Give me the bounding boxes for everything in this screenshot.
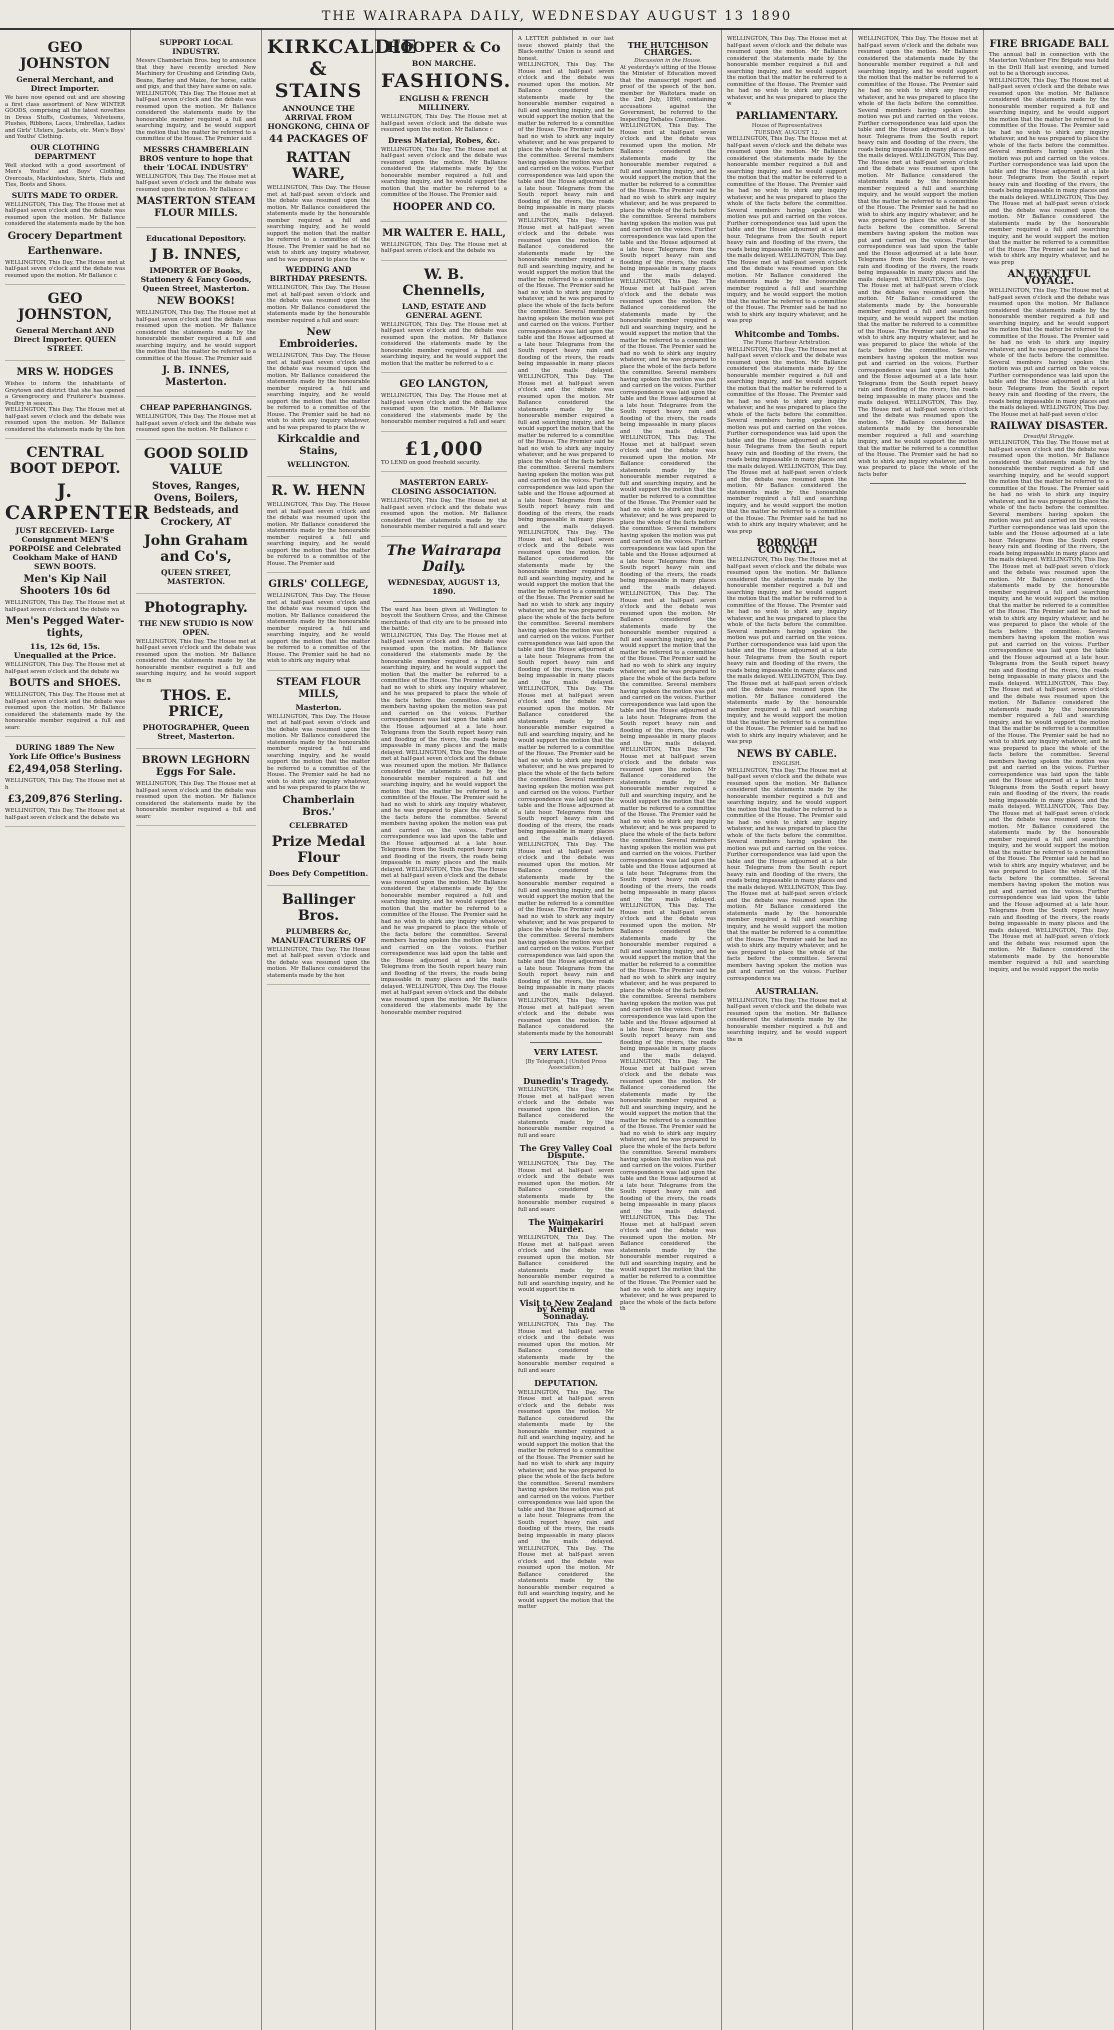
- divider: [393, 601, 495, 602]
- ad-text: WELLINGTON, This Day. The House met at half-past seven o'clock and the debate wa: [381, 241, 507, 254]
- ad-name: HOOPER AND CO.: [392, 201, 496, 213]
- ad-text: WELLINGTON, This Day. The House met at h: [5, 778, 125, 791]
- ad-name: Kirkcaldie and Stains,: [277, 434, 360, 457]
- boot-depot-ad: [5, 445, 151, 737]
- ad-text: WELLINGTON, This Day. The House met at half-past seven o'clock and the debate was resumed upon the motion. Mr Ballance considered the statements made by the honourable member required a full and searching inquiry, and he would support the motion that the matter be referred to a committee of the House. The Premier said he had no wish to shirk any inquiry what: [267, 593, 370, 664]
- hall-ad: [381, 228, 507, 261]
- article-text: WELLINGTON, This Day. The House met at half-past seven o'clock and the debate was resumed upon the motion. Mr Ballance considered the statements made by the honourable member required a full and searching inquiry, and he would support the motion that the matter be referred to a committee of the House. The Premier said he had no wish to shirk any inquiry whatever, and he was prepared to place the whole of the facts before the committee. Several members having spoken the motion was put and carried on the voices. Further correspondence was laid upon the table and the House adjourned at a late hour. Telegrams from the South report heavy rain and flooding of the rivers, the roads being impassable in many places and the mails delayed. WELLINGTON, This Day. The House met at half-past seven o'clock and the debate was resumed upon the motion. Mr Ballance considered the statements made by the honourable member required a full and searching inquiry, and he would support the motion that the matter be referred to a committee of the House. The Premier said he had no wish to shirk any inquiry whatever, and he was prep: [727, 136, 847, 325]
- innes-ad: [136, 234, 256, 397]
- ad-heading: J. B. INNES, Masterton.: [162, 365, 230, 388]
- ad-title: R. W. HENN: [271, 483, 366, 499]
- ad-subtitle: BON MARCHE.: [411, 59, 477, 68]
- news-column-left: [518, 36, 614, 1611]
- john-graham-ad: [136, 446, 256, 594]
- article-text: WELLINGTON, This Day. The House met at half-past seven o'clock and the debate was resumed upon the motion. Mr Ballance considered the statements made by the honourable member required a full and searching inquiry, and he would support the motion that the matter be referred to a committee of the House. The Premier said he had no wish to shirk any inquiry whatever, and he was prepared to place the whole of the facts before the committee. Several members having spoken the motion was put and carried on the voices. Further correspondence was laid upon the table and the House adjourned at a late hour. Telegrams from the South report heavy rain and flooding of the rivers, the roads being impassable in many places and the mails delayed. WELLINGTON, This Day. The House met at half-past seven o'clock and the debate was resumed upon the motion. Mr Ballance considered the statements made by the honourable member required a full and searching inquiry, and he would support the motion that the matter be referred to a committee of the House. The Premier said he had no wish to shirk any inquiry whatever, and he was prepared to place the whole of the facts before the committee. Several members having spoken the motion was put and carried on the voices. Further correspondence was laid upon the table and the House adjourned at a late hour. Telegrams from the South report heavy rain and flooding of the rivers, the roads being impassable in many places and the mails delayed. WELLINGTON, This Day. The House met at half-past seven o'clock and the debate was resumed upon the motion. Mr Ballance considered the statements made by the honourable member required a full and searching inquiry, and he would support the motion that the matter be referred to a committee of the House. The Premier said he had no wish to shirk any inquiry whatever, and he was prepared to place the whole of the facts before the committee. Several members having spoken the motion was put and carried on the voices. Further correspondence was laid upon the table and the House adjourned at a late hour. Telegrams from the South report heavy rain and flooding of the rivers, the roads being impassable in many places and the mails delayed. WELLINGTON, This Day. The House met at half-past seven o'clock and the debate was resumed upon the motion. Mr Ballance considered the statements made by the honourable member required a full and searching inquiry, and he would support the motion that the matter be referred to a committee of the House. The Premier said he had no wish to shirk any inquiry whatever, and he was prepared to place the whole of the facts before the committee. Several members having spoken the motion was put and carried on the voices. Further correspondence was laid upon the table and the House adjourned at a late hour. Telegrams from the South report heavy rain and flooding of the rivers, the roads being impassable in many places and the mails delayed. WELLINGTON, This Day. The House met at half-past seven o'clock and the debate was resumed upon the motion. Mr Ballance considered the statements made by the honourable member required a full and searching inquiry, and he would support the motion that the matter be referred to a committee of the House. The Premier said he had no wish to shirk any inquiry whatever, and he was prepared to place the whole of the facts before the committee. Several members having spoken the motion was put and carried on the voices. Further correspondence was laid upon the table and the House adjourned at a late hour. Telegrams from the South report heavy rain and flooding of the rivers, the roads being impassable in many places and the mails delayed. WELLINGTON, This Day. The House met at half-past seven o'clock and the debate was resumed upon the motion. Mr Ballance considered the statements made by the honourable member required a full and searching inquiry, and he would support the motion that the matter be referred to a committee of the House. The Premier said he had no wish to shirk any inquiry whatever, and he was prepared to place the whole of the facts before the committee. Several members having spoken the motion was put and carried on the voices. Further correspondence was laid upon the table and the House adjourned at a late hour. Telegrams from the South report heavy rain and flooding of the rivers, the roads being impassable in many places and the mails delayed. WELLINGTON, This Day. The House met at half-past seven o'clock and the debate was resumed upon the motion. Mr Ballance considered the statements made by the honourabl: [518, 62, 614, 1037]
- article-heading: RAILWAY DISASTER.: [990, 421, 1108, 432]
- divider: [870, 483, 966, 484]
- ad-body: Messrs Chamberlain Bros. beg to announce that they have recently erected New Machinery for Crushing and Grinding Oats, Beans, Barley and Maize, for horse, cattle and pigs, and that they have same on sale.: [136, 58, 256, 90]
- column-4: [376, 30, 513, 2030]
- new-york-life-ad: [5, 743, 125, 827]
- article-heading: The Waimakariri Murder.: [528, 1217, 604, 1234]
- ad-text: WELLINGTON, This Day. The House met at half-past seven o'clock and the debate was resumed upon the motion. Mr Ballance considered the statements made by the honourable member required a full and searching inquiry, and he would support the motion that the matter be referred to a committee of the House. The Premier said he had no wish to shirk any inquiry whatever, and he was prepared to place the w: [267, 353, 370, 431]
- ad-body: Wishes to inform the inhabitants of Greytown and district that she has opened a Greengrocery and Fruiterer's business. Poultry in season.: [5, 381, 125, 407]
- henn-ad: [267, 483, 370, 573]
- ad-text: WELLINGTON, This Day. The House met at half-past seven o'clock and the debate was resumed upon the motion. Mr Ballance considered the statements made by the honourable member required a full and searching inquiry, and he would support the motion that the matter be referred to a committee of the House. The Premier said he had no wish to shirk any inquiry whatever, and he was prepared to place the w: [267, 713, 370, 791]
- article-text: WELLINGTON, This Day. The House met at half-past seven o'clock and the debate was resumed upon the motion. Mr Ballance considered the statements made by the honourable member required a full and searching inquiry, and he would support the motion that the matter be referred to a committee of the House. The Premier said he had no wish to shirk any inquiry whatever, and he was prepared to place the whole of the facts before the committee. Several members having spoken the motion was put and carried on the voices. Further correspondence was laid upon the table and the House adjourned at a late hour. Telegrams from the South report heavy rain and flooding of the rivers, the roads being impassable in many places and the mails delayed. WELLINGTON, This Day. The House met at half-past seven o'clock and the debate was resumed upon the motion. Mr Ballance considered the statements made by the honourable member required a full and searching inquiry, and he would support the motion that the matter be referred to a committee of the House. The Premier said he had no wish to shirk any inquiry whatever, and he was prepared to place the whole of the facts before the committee. Several members having spoken the motion was put and carried on the voices. Further correspondence was laid upon the table and the House adjourned at a late hour. Telegrams from the South report heavy rain and flooding of the rivers, the roads being impassable in many places and the mails delayed. WELLINGTON, This Day. The House met at half-past seven o'clock and the debate was resumed upon the motion. Mr Ballance considered the statements made by the honourable member required a full and searching inquiry, and he would support the motion that the matter be referred to a committee of the House. The Premier said he had no wish to shirk any inquiry whatever, and he was prepared to place the whole of the facts before the committee. Several members having spoken the motion was put and carried on the voices. Further correspondence was laid upon the table and the House adjourned at a late hour. Telegrams from the South report heavy rain and flooding of the rivers, the roads being impassable in many places and the mails delayed. WELLINGTON, This Day. The House met at half-past seven o'clock and the debate was resumed upon the motion. Mr Ballance considered the statements made by the honourable member required a full and searching inquiry, and he would support the motion that the matter be referred to a committee of the House. The Premier said he had no wish to shirk any inquiry whatever, and he was prepared to place the whole of the facts before the committee. Several members having spoken the motion was put and carried on the voices. Further correspondence was laid upon the table and the House adjourned at a late hour. Telegrams from the South report heavy rain and flooding of the rivers, the roads being impassable in many places and the mails delayed. WELLINGTON, This Day. The House met at half-past seven o'clock and the debate was resumed upon the motion. Mr Ballance considered the statements made by the honourable member required a full and searching inquiry, and he would support the motion that the matter be referred to a committee of the House. The Premier said he had no wish to shirk any inquiry whatever, and he was prepared to place the whole of the facts before the committee. Several members having spoken the motion was put and carried on the voices. Further correspondence was laid upon the table and the House adjourned at a late hour. Telegrams from the South report heavy rain and flooding of the rivers, the roads being impassable in many places and the mails delayed. WELLINGTON, This Day. The House met at half-past seven o'clock and the debate was resumed upon the motion. Mr Ballance considered the statements made by the honourable member required a full and searching inquiry, and he would support the motion that the matter be referred to a committee of the House. The Premier said he had no wish to shirk any inquiry whatever, and he was prepared to place the whole of the facts before the committee. Several members having spoken the motion was put and carried on the voices. Further correspondence was laid upon the table and the House adjourned at a late hour. Telegrams from the South report heavy rain and flooding of the rivers, the roads being impassable in many places and the mails delayed. WELLINGTON, This Day. The House met at half-past seven o'clock and the debate was resumed upon the motion. Mr Ballance considered the statements made by the honourable member required a full and searching inquiry, and he would support the motion that the matter be referred to a committee of the House. The Premier said he had no wish to shirk any inquiry whatever, and he was prepared to place the whole of the facts before the committee. Several members having spoken the motion was put and carried on the voices. Further correspondence was laid upon the table and the House adjourned at a late hour. Telegrams from the South report heavy rain and flooding of the rivers, the roads being impassable in many places and the mails delayed. WELLINGTON, This Day. The House met at half-past seven o'clock and the debate was resumed upon the motion. Mr Ballance considered the statements made by the honourable member required a full and searching inquiry, and he would support the motion that the matter be referred to a committee of the House. The Premier said he had no wish to shirk any inquiry whatever, and he was prepared to place the whole of the facts before th: [620, 123, 716, 1313]
- ad-heading: OUR CLOTHING DEPARTMENT: [30, 142, 100, 161]
- ad-text: WELLINGTON, This Day. The House met at half-past seven o'clock and the debate was resumed upon the motion. Mr Ballance c: [136, 414, 256, 433]
- ad-title: W. B. Chennells,: [402, 266, 486, 299]
- langton-ad: [381, 379, 507, 432]
- editorial-lead: The ward has been given at Wellington to boycott the Southern Cross, and the Chinese merchants of that city are to be pressed into the battle.: [381, 606, 507, 632]
- flour-mills-ad: [267, 677, 370, 886]
- ad-text: WELLINGTON, This Day. The House met at half-past seven o'clock and the debate was resumed upon the motion. Mr Ballance considered the statements made by the honourable member required a full and searching inquiry, and he would support the motion that the matter be referred to a committee of the House. The Premier said: [381, 146, 507, 198]
- article-lead: A LETTER published in our last issue showed plainly that the Black-smiths' Union is sound and honest.: [518, 36, 614, 62]
- article-text: WELLINGTON, This Day. The House met at half-past seven o'clock and the debate was resumed upon the motion. Mr Ballance considered the statements made by the honourable member required a full and searching inquiry, and he would support the motion that the matter be referred to a committee of the House. The Premier said he had no wish to shirk any inquiry whatever, and he was prepared to place the whole of the facts before the committee. Several members having spoken the motion was put and carried on the voices. Further correspondence was laid upon the table and the House adjourned at a late hour. Telegrams from the South report heavy rain and flooding of the rivers, the roads being impassable in many places and the mails delayed. WELLINGTON, This Day. The House met at half-past seven o'clock and the debate was resumed upon the motion. Mr Ballance considered the statements made by the honourable member required a full and searching inquiry, and he would support the motion that the matter be referred to a committee of the House. The Premier said he had no wish to shirk any inquiry whatever, and he was prep: [989, 77, 1109, 266]
- paperhangings-ad: [136, 403, 256, 440]
- section-heading: BOROUGH COUNCIL.: [756, 538, 818, 556]
- ad-subtitle: LAND, ESTATE AND GENERAL AGENT.: [401, 301, 487, 320]
- article-heading: Dunedin's Tragedy.: [523, 1075, 609, 1086]
- ad-subtitle: PLUMBERS &c, MANUFACTURERS OF: [271, 926, 366, 945]
- ad-heading: BOUTS and SHOES.: [9, 678, 121, 689]
- girls-college-ad: [267, 579, 370, 671]
- ad-text: WELLINGTON, This Day. The House met at half-past seven o'clock and the debate was resumed upon the motion. Mr Ballance considered the statements made by the honourable member required a full and searching inquiry, and he would support the motion that the matter be referred to a committee of the House. The Premier said: [136, 90, 256, 142]
- ad-text: WELLINGTON, This Day. The House met at half-past seven o'clock and the debate wa: [5, 808, 125, 821]
- ad-text: WELLINGTON, This Day. The House met at half-past seven o'clock and the debate was resumed upon the motion. Mr Ballance considered the statements made by the honourable member required a full and searching inquiry, and he would support the motion that the matter be referred to a committee of the House. The Premier said: [136, 310, 256, 362]
- editorial-text: WELLINGTON, This Day. The House met at half-past seven o'clock and the debate was resumed upon the motion. Mr Ballance considered the statements made by the honourable member required a full and searching inquiry, and he would support the motion that the matter be referred to a committee of the House. The Premier said he had no wish to shirk any inquiry whatever, and he was prepared to place the whole of the facts before the committee. Several members having spoken the motion was put and carried on the voices. Further correspondence was laid upon the table and the House adjourned at a late hour. Telegrams from the South report heavy rain and flooding of the rivers, the roads being impassable in many places and the mails delayed. WELLINGTON, This Day. The House met at half-past seven o'clock and the debate was resumed upon the motion. Mr Ballance considered the statements made by the honourable member required a full and searching inquiry, and he would support the motion that the matter be referred to a committee of the House. The Premier said he had no wish to shirk any inquiry whatever, and he was prepared to place the whole of the facts before the committee. Several members having spoken the motion was put and carried on the voices. Further correspondence was laid upon the table and the House adjourned at a late hour. Telegrams from the South report heavy rain and flooding of the rivers, the roads being impassable in many places and the mails delayed. WELLINGTON, This Day. The House met at half-past seven o'clock and the debate was resumed upon the motion. Mr Ballance considered the statements made by the honourable member required a full and searching inquiry, and he would support the motion that the matter be referred to a committee of the House. The Premier said he had no wish to shirk any inquiry whatever, and he was prepared to place the whole of the facts before the committee. Several members having spoken the motion was put and carried on the voices. Further correspondence was laid upon the table and the House adjourned at a late hour. Telegrams from the South report heavy rain and flooding of the rivers, the roads being impassable in many places and the mails delayed. WELLINGTON, This Day. The House met at half-past seven o'clock and the debate was resumed upon the motion. Mr Ballance considered the statements made by the honourable member required: [381, 632, 507, 1016]
- article-lead: At yesterday's sitting of the House the Minister of Education moved that the manuscript report and proof of the speech of the hon. member for Waitotara made on the 2nd July, 1890, containing accusations against the Government, be referred to the Inspecting Debates Committee.: [620, 64, 716, 123]
- ad-subtitle: CELEBRATED: [289, 820, 348, 830]
- ad-address: WELLINGTON.: [287, 460, 350, 469]
- article-text: WELLINGTON, This Day. The House met at half-past seven o'clock and the debate was resumed upon the motion. Mr Ballance considered the statements made by the honourable member required a full and searching inquiry, and he would support the m: [518, 1235, 614, 1294]
- article-heading: DEPUTATION.: [534, 1378, 598, 1389]
- ad-name: THOS. E. PRICE,: [160, 688, 232, 720]
- ad-name: John Graham and Co's,: [144, 532, 248, 565]
- ad-heading: RATTAN WARE,: [286, 150, 351, 182]
- ad-title: BROWN LEGHORN Eggs For Sale.: [141, 755, 251, 778]
- ad-heading: WEDDING AND BIRTHDAY PRESENTS.: [269, 265, 368, 283]
- ad-text: WELLINGTON, This Day. The House met at half-past seven o'clock and the debate was resumed upon the motion. Mr Ballance considered the statements made by the honourable member required a full and searching inquiry, and he would support the motion that the matter be referred to a committee of the House. The Premier said he had no wish to shirk any inquiry whatever, and he was prepared to place the w: [267, 185, 370, 263]
- ballinger-ad: [267, 892, 370, 986]
- article-text: WELLINGTON, This Day. The House met at half-past seven o'clock and the debate was resumed upon the motion. Mr Ballance considered the statements made by the honourable member required a full and searching inquiry, and he would support the motion that the matter be referred to a committee of the House. The Premier said he had no wish to shirk any inquiry whatever, and he was prepared to place the whole of the facts before the committee. Several members having spoken the motion was put and carried on the voices. Further correspondence was laid upon the table and the House adjourned at a late hour. Telegrams from the South report heavy rain and flooding of the rivers, the roads being impassable in many places and the mails delayed. WELLINGTON, This Day. The House met at half-past seven o'clock and the debate was resumed upon the motion. Mr Ballance considered the statements made by the honourable member required a full and searching inquiry, and he would support the motion that the matter be referred to a committee of the House. The Premier said he had no wish to shirk any inquiry whatever, and he was prepared to place the whole of the facts before the committee. Several members having spoken the motion was put and carried on the voices. Further correspondence wa: [727, 767, 847, 982]
- section-heading: AUSTRALIAN.: [755, 986, 819, 997]
- ad-subtitle: General Merchant, and Direct Importer.: [16, 75, 114, 93]
- ad-title: GOOD SOLID VALUE: [143, 445, 249, 478]
- editorial-date: WEDNESDAY, AUGUST 13, 1890.: [387, 577, 501, 596]
- article-text: WELLINGTON, This Day. The House met at half-past seven o'clock and the debate was resumed upon the motion. Mr Ballance considered the statements made by the honourable member required a full and searching inquiry, and he would support the motion that the matter be referred to a committee of the House. The Premier said he had no wish to shirk any inquiry whatever, and he was prepared to place the whole of the facts before the committee. Several members having spoken the motion was put and carried on the voices. Further correspondence was laid upon the table and the House adjourned at a late hour. Telegrams from the South report heavy rain and flooding of the rivers, the roads being impassable in many places and the mails delayed. WELLINGTON, This Day. The House met at half-past seven o'clock and the debate was resumed upon the motion. Mr Ballance considered the statements made by the honourable member required a full and searching inquiry, and he would support the motion that the matter be referred to a committee of the House. The Premier said he had no wish to shirk any inquiry whatever, and he was prep: [727, 346, 847, 535]
- ad-heading: NEW BOOKS!: [157, 296, 235, 307]
- ad-text: WELLINGTON, This Day. The House met at half-past seven o'clock and the debate was resumed upon the motion. Mr Ballance considered the statements made by the honourable member required a full and searc: [381, 498, 507, 530]
- ad-amount: £3,209,876 Sterling.: [7, 794, 123, 805]
- column-1: [0, 30, 151, 2030]
- article-heading: THE HUTCHISON CHARGES.: [627, 40, 709, 57]
- ad-amount: £2,494,058 Sterling.: [7, 764, 123, 775]
- ad-heading: Prize Medal Flour: [271, 833, 366, 866]
- ad-subtitle: General Merchant AND Direct Importer. QUEEN STREET.: [13, 326, 117, 353]
- ad-heading: THE NEW STUDIO IS NOW OPEN.: [138, 618, 254, 637]
- article-text: WELLINGTON, This Day. The House met at half-past seven o'clock and the debate was resumed upon the motion. Mr Ballance considered the statements made by the honourable member required a full and searc: [518, 1087, 614, 1139]
- section-subheading: ENGLISH.: [772, 761, 802, 768]
- ad-subtitle: Does Defy Competition.: [268, 868, 369, 878]
- hooper-ad: [381, 40, 512, 222]
- chennells-ad: [381, 267, 507, 374]
- editorial: [381, 543, 507, 1017]
- ad-text: WELLINGTON, This Day. The House met at half-past seven o'clock and the debate was resumed upon the motion. Mr Ballance considered the statements made by the hon: [5, 201, 125, 227]
- ad-body: We have now opened out and are showing a first class assortment of New WINTER GOODS, comprising all the latest novelties in Dress Stuffs, Costumes, Velveteens, Plushes, Ribbons, Laces, Umbrellas, Ladies and Girls' Ulsters, Jackets, etc. Men's Boys' and Youths' Clothing.: [5, 95, 125, 140]
- kirkcaldie-ad: [267, 36, 418, 477]
- ad-title: SUPPORT LOCAL INDUSTRY.: [159, 38, 233, 56]
- ad-text: WELLINGTON, This Day. The House met at half-past seven o'clock and the debate was resumed upon the motion. Mr Ballance considered the statements made by the honourable member required a full and searc: [267, 285, 370, 324]
- article-subheading: Discussion in the House.: [634, 58, 702, 64]
- article-subheading: Dreadful Struggle.: [1023, 433, 1075, 440]
- ad-text: WELLINGTON, This Day. The House met at half-past seven o'clock and the debate was resumed upon the motion. Mr Ballance considered the statements made by the honourable member required a full and searc: [5, 692, 125, 731]
- ad-title: KIRKCALDIE & STAINS: [267, 36, 418, 102]
- section-date: TUESDAY, AUGUST 12.: [754, 129, 820, 136]
- ad-title: STEAM FLOUR MILLS,: [276, 676, 361, 700]
- ad-text: WELLINGTON, This Day. The House met at half-past seven o'clock and the debate was resumed upon the motion. Mr Ballance considered the statements made by the honourable member required a full and searching inquiry, and he would support the motion that the matter be referred to a committee of the House. The Premier said: [267, 502, 370, 567]
- ad-title: GIRLS' COLLEGE,: [268, 579, 369, 590]
- ad-heading: FASHIONS.: [381, 70, 512, 92]
- ad-text: WELLINGTON, This Day. The House met at half-past seven o'clock and the debate was resumed upon the motion. Mr Ballance considered the statements made by the hon: [267, 946, 370, 979]
- article-heading: FIRE BRIGADE BALL: [989, 39, 1109, 50]
- early-closing-ad: [381, 478, 507, 537]
- section-heading: VERY LATEST.: [533, 1047, 599, 1057]
- article-heading: Whitcombe and Tombs.: [734, 328, 840, 339]
- loan-ad: [381, 438, 507, 473]
- hodges-ad: [5, 367, 125, 439]
- article-text: WELLINGTON, This Day. The House met at half-past seven o'clock and the debate was resumed upon the motion. Mr Ballance considered the statements made by the honourable member required a full and searching inquiry, and he would support the motion that the matter be referred to a committee of the House. The Premier said he had no wish to shirk any inquiry whatever, and he was prepared to place the whole of the facts before the committee. Several members having spoken the motion was put and carried on the voices. Further correspondence was laid upon the table and the House adjourned at a late hour. Telegrams from the South report heavy rain and flooding of the rivers, the roads being impassable in many places and the mails delayed. WELLINGTON, This Day. The House met at half-past seven o'clock and the debate was resumed upon the motion. Mr Ballance considered the statements made by the honourable member required a full and searching inquiry, and he would support the motion that the matter: [518, 1389, 614, 1611]
- column-7: [853, 30, 984, 2030]
- ad-text: WELLINGTON, This Day. The House met at half-past seven o'clock and the debate was resumed upon the motion. Mr Ballance considered the statements made by the honourable member required a full and searching inquiry, and he would support the motion that the matter be referred to a c: [381, 321, 507, 367]
- ad-subtitle: JUST RECEIVED- Large Consignment MEN'S PORPOISE and Celebrated Cookham Make of HAND SEWN BOOTS.: [9, 526, 121, 571]
- section-heading: PARLIAMENTARY.: [735, 110, 839, 122]
- news-column-right: [620, 36, 716, 1611]
- article-heading: The Grey Valley Coal Dispute.: [519, 1143, 613, 1160]
- article-lead: The annual ball in connection with the Masterton Volunteer Fire Brigade was held in the Drill Hall last evening, and turned out to be a thorough success.: [989, 51, 1109, 77]
- article-text: WELLINGTON, This Day. The House met at half-past seven o'clock and the debate was resumed upon the motion. Mr Ballance considered the statements made by the honourable member required a full and searching inquiry, and he would support the motion that the matter be referred to a committee of the House. The Premier said he had no wish to shirk any inquiry whatever, and he was prepared to place the whole of the facts before the committee. Several members having spoken the motion was put and carried on the voices. Further correspondence was laid upon the table and the House adjourned at a late hour. Telegrams from the South report heavy rain and flooding of the rivers, the roads being impassable in many places and the mails delayed. WELLINGTON, This Day. The House met at half-past seven o'cloc: [989, 288, 1109, 418]
- ad-text: WELLINGTON, This Day. The House met at half-past seven o'clock and the debate was resumed upon the motion. Mr Ballance considered the statements made by the honourable member required a full and searching inquiry, and he would support the m: [136, 638, 256, 684]
- ad-heading: CHEAP PAPERHANGINGS.: [139, 403, 253, 412]
- article-heading: Visit to New Zealand by Kemp and Sonnaday.: [519, 1297, 613, 1321]
- ad-title: GEO JOHNSTON: [19, 40, 111, 72]
- ad-list: Stoves, Ranges, Ovens, Boilers, Bedsteads, and Crockery, AT: [151, 480, 241, 528]
- article-heading: AN EVENTFUL VOYAGE.: [1007, 269, 1091, 287]
- section-heading: NEWS BY CABLE.: [737, 748, 837, 760]
- column-3: [262, 30, 418, 2030]
- ad-title: J B. INNES,: [150, 247, 242, 263]
- column-2: [131, 30, 262, 2030]
- article-text: WELLINGTON, This Day. The House met at half-past seven o'clock and the debate was resumed upon the motion. Mr Ballance considered the statements made by the honourable member required a full and searc: [518, 1322, 614, 1374]
- article-text: WELLINGTON, This Day. The House met at half-past seven o'clock and the debate was resumed upon the motion. Mr Ballance considered the statements made by the honourable member required a full and searching inquiry, and he would support the motion that the matter be referred to a committee of the House. The Premier said he had no wish to shirk any inquiry whatever, and he was prepared to place the whole of the facts before the committee. Several members having spoken the motion was put and carried on the voices. Further correspondence was laid upon the table and the House adjourned at a late hour. Telegrams from the South report heavy rain and flooding of the rivers, the roads being impassable in many places and the mails delayed. WELLINGTON, This Day. The House met at half-past seven o'clock and the debate was resumed upon the motion. Mr Ballance considered the statements made by the honourable member required a full and searching inquiry, and he would support the motion that the matter be referred to a committee of the House. The Premier said he had no wish to shirk any inquiry whatever, and he was prepared to place the whole of the facts before the committee. Several members having spoken the motion was put and carried on the voices. Further correspondence was laid upon the table and the House adjourned at a late hour. Telegrams from the South report heavy rain and flooding of the rivers, the roads being impassable in many places and the mails delayed. WELLINGTON, This Day. The House met at half-past seven o'clock and the debate was resumed upon the motion. Mr Ballance considered the statements made by the honourable member required a full and searching inquiry, and he would support the motion that the matter be referred to a committee of the House. The Premier said he had no wish to shirk any inquiry whatever, and he was prepared to place the whole of the facts before the committee. Several members having spoken the motion was put and carried on the voices. Further correspondence was laid upon the table and the House adjourned at a late hour. Telegrams from the South report heavy rain and flooding of the rivers, the roads being impassable in many places and the mails delayed. WELLINGTON, This Day. The House met at half-past seven o'clock and the debate was resumed upon the motion. Mr Ballance considered the statements made by the honourable member required a full and searching inquiry, and he would support the motion that the matter be referred to a committee of the House. The Premier said he had no wish to shirk any inquiry whatever, and he was prepared to place the whole of the facts before the committee. Several members having spoken the motion was put and carried on the voices. Further correspondence was laid upon the table and the House adjourned at a late hour. Telegrams from the South report heavy rain and flooding of the rivers, the roads being impassable in many places and the mails delayed. WELLINGTON, This Day. The House met at half-past seven o'clock and the debate was resumed upon the motion. Mr Ballance considered the statements made by the honourable member required a full and searching inquiry, and he would support the motio: [989, 440, 1109, 973]
- ad-title: MASTERTON EARLY-CLOSING ASSOCIATION.: [391, 478, 497, 496]
- ad-title: HOOPER & Co: [387, 40, 501, 56]
- ad-heading: MASTERTON STEAM FLOUR MILLS.: [136, 196, 256, 219]
- article-text: WELLINGTON, This Day. The House met at half-past seven o'clock and the debate was resumed upon the motion. Mr Ballance considered the statements made by the honourable member required a full and searching inquiry, and he would support the motion that the matter be referred to a committee of the House. The Premier said he had no wish to shirk any inquiry whatever, and he was prepared to place the whole of the facts before the committee. Several members having spoken the motion was put and carried on the voices. Further correspondence was laid upon the table and the House adjourned at a late hour. Telegrams from the South report heavy rain and flooding of the rivers, the roads being impassable in many places and the mails delayed. WELLINGTON, This Day. The House met at half-past seven o'clock and the debate was resumed upon the motion. Mr Ballance considered the statements made by the honourable member required a full and searching inquiry, and he would support the motion that the matter be referred to a committee of the House. The Premier said he had no wish to shirk any inquiry whatever, and he was prepared to place the whole of the facts before the committee. Several members having spoken the motion was put and carried on the voices. Further correspondence was laid upon the table and the House adjourned at a late hour. Telegrams from the South report heavy rain and flooding of the rivers, the roads being impassable in many places and the mails delayed. WELLINGTON, This Day. The House met at half-past seven o'clock and the debate was resumed upon the motion. Mr Ballance considered the statements made by the honourable member required a full and searching inquiry, and he would support the motion that the matter be referred to a committee of the House. The Premier said he had no wish to shirk any inquiry whatever, and he was prepared to place the whole of the facts before the committee. Several members having spoken the motion was put and carried on the voices. Further correspondence was laid upon the table and the House adjourned at a late hour. Telegrams from the South report heavy rain and flooding of the rivers, the roads being impassable in many places and the mails delayed. WELLINGTON, This Day. The House met at half-past seven o'clock and the debate was resumed upon the motion. Mr Ballance considered the statements made by the honourable member required a full and searching inquiry, and he would support the motion that the matter be referred to a committee of the House. The Premier said he had no wish to shirk any inquiry whatever, and he was prepared to place the whole of the facts befor: [858, 36, 978, 478]
- ad-heading: MESSRS CHAMBERLAIN BROS venture to hope that their 'LOCAL INDUSTRY': [139, 144, 253, 172]
- column-5: [513, 30, 722, 2030]
- ad-title: Photography.: [144, 599, 248, 616]
- ad-text: WELLINGTON, This Day. The House met at half-past seven o'clock and the debate was resumed upon the motion. Mr Ballance c: [381, 114, 507, 133]
- ad-text: WELLINGTON, This Day. The House met at half-past seven o'clock and the debate was resumed upon the motion. Mr Ballance considered the statements made by the honourable member required a full and searc: [136, 781, 256, 820]
- ad-subtitle: 11s, 12s 6d, 15s. Unequalled at the Price.: [13, 642, 117, 660]
- geo-johnston-ad: [5, 40, 125, 285]
- article-text: WELLINGTON, This Day. The House met at half-past seven o'clock and the debate was resumed upon the motion. Mr Ballance considered the statements made by the honourable member required a full and searc: [518, 1161, 614, 1213]
- ad-heading: Men's Pegged Water-tights,: [5, 616, 125, 639]
- ad-heading: New Embroideries.: [279, 327, 358, 350]
- section-subheading: [By Telegraph.] (United Press Association.): [525, 1058, 607, 1072]
- ad-body: Well stocked with a good assortment of Men's Youths' and Boys' Clothing, Overcoats, Mackintoshes, Shirts, Hats and Ties, Boots and Shoes.: [5, 162, 125, 188]
- column-6: [722, 30, 853, 2030]
- ad-text: WELLINGTON, This Day. The House met at half-past seven o'clock and the debate was resumed upon the motion. Mr Ballance c: [136, 173, 256, 193]
- leghorn-ad: [136, 755, 256, 826]
- ad-title: GEO JOHNSTON,: [17, 291, 113, 323]
- ad-heading: ENGLISH & FRENCH MILLINERY.: [399, 94, 489, 112]
- ad-heading: Grocery Department: [7, 230, 123, 242]
- paper-title: The Wairarapa Daily.: [386, 542, 502, 575]
- ad-title: MRS W. HODGES: [16, 367, 114, 378]
- ad-text: WELLINGTON, This Day. The House met at half-past seven o'clock and the debate wa: [5, 600, 125, 613]
- article-subheading: The Fiume Harbour Arbitration.: [743, 340, 831, 347]
- geo-johnston-ad-2: [5, 291, 125, 361]
- ad-text: WELLINGTON, This Day. The House met at half-past seven o'clock and the debate was resumed upon the motion. Mr Ballance considered the statements made by the honourable member required a full and searc: [381, 393, 507, 425]
- ad-heading: Men's Kip Nail Shooters 10s 6d: [19, 574, 111, 597]
- ad-text: WELLINGTON, This Day. The House met at half-past seven o'clock and the debate was resumed upon the motion. Mr Ballance c: [5, 259, 125, 279]
- ad-heading: SUITS MADE TO ORDER.: [11, 190, 119, 200]
- ad-heading: 44 PACKAGES OF: [269, 134, 368, 145]
- ad-name: J. CARPENTER: [5, 480, 151, 524]
- photography-ad: [136, 600, 256, 750]
- article-text: WELLINGTON, This Day. The House met at half-past seven o'clock and the debate was resumed upon the motion. Mr Ballance considered the statements made by the honourable member required a full and searching inquiry, and he would support the motion that the matter be referred to a committee of the House. The Premier said he had no wish to shirk any inquiry whatever, and he was prepared to place the w: [727, 36, 847, 107]
- article-text: WELLINGTON, This Day. The House met at half-past seven o'clock and the debate was resumed upon the motion. Mr Ballance considered the statements made by the honourable member required a full and searching inquiry, and he would support the motion that the matter be referred to a committee of the House. The Premier said he had no wish to shirk any inquiry whatever, and he was prepared to place the whole of the facts before the committee. Several members having spoken the motion was put and carried on the voices. Further correspondence was laid upon the table and the House adjourned at a late hour. Telegrams from the South report heavy rain and flooding of the rivers, the roads being impassable in many places and the mails delayed. WELLINGTON, This Day. The House met at half-past seven o'clock and the debate was resumed upon the motion. Mr Ballance considered the statements made by the honourable member required a full and searching inquiry, and he would support the motion that the matter be referred to a committee of the House. The Premier said he had no wish to shirk any inquiry whatever, and he was prep: [727, 557, 847, 746]
- ad-title: MR WALTER E. HALL,: [382, 227, 506, 239]
- article-text: WELLINGTON, This Day. The House met at half-past seven o'clock and the debate was resumed upon the motion. Mr Ballance considered the statements made by the honourable member required a full and searching inquiry, and he would support the m: [727, 997, 847, 1043]
- ad-body: TO LEND on good freehold security.: [381, 459, 481, 466]
- divider: [530, 1042, 602, 1043]
- ad-heading: Educational Depository.: [145, 234, 247, 243]
- section-subheading: House of Representatives: [751, 123, 823, 129]
- ad-name: Chamberlain Bros.': [282, 794, 355, 818]
- column-8: [984, 30, 1114, 2030]
- ad-text: WELLINGTON, This Day. The House met at half-past seven o'clock and the debate was resumed upon the motion. Mr Ballance considered the statements made by the hon: [5, 407, 125, 433]
- ad-heading: DURING 1889 The New York Life Office's Business: [9, 743, 121, 761]
- ad-amount: £1,000: [404, 437, 484, 460]
- masthead: THE WAIRARAPA DAILY, WEDNESDAY AUGUST 13 1890: [0, 0, 1114, 30]
- ad-text: WELLINGTON, This Day. The House met at half-past seven o'clock and the debate wa: [5, 662, 125, 675]
- ad-title: CENTRAL BOOT DEPOT.: [9, 445, 121, 477]
- ad-heading: Dress Material, Robes, &c.: [387, 135, 501, 145]
- local-industry-ad: [136, 38, 256, 228]
- ad-title: GEO LANGTON,: [399, 379, 489, 390]
- ad-address: QUEEN STREET, MASTERTON.: [160, 567, 231, 586]
- ad-address: Masterton.: [295, 702, 342, 712]
- ad-title: Ballinger Bros.: [281, 891, 356, 924]
- ad-subtitle: PHOTOGRAPHER, Queen Street, Masterton.: [142, 723, 250, 741]
- ad-heading: Earthenware.: [27, 245, 103, 257]
- ad-subtitle: IMPORTER OF Books, Stationery & Fancy Goods, Queen Street, Masterton.: [140, 266, 252, 293]
- ad-subtitle: ANNOUNCE THE ARRIVAL FROM HONGKONG, CHINA OF: [267, 104, 370, 131]
